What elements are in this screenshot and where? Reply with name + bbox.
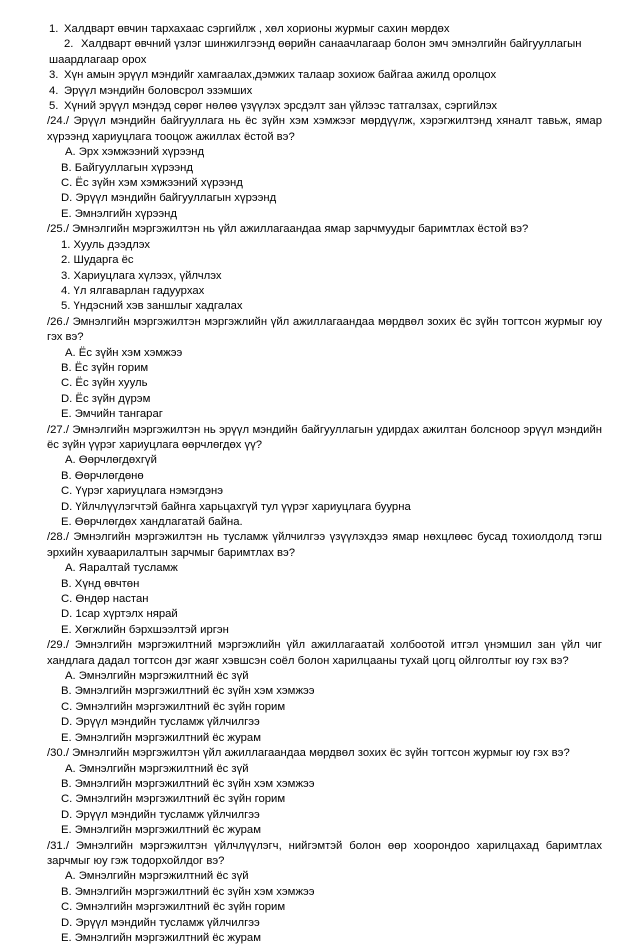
answer-option: 1. Хууль дээдлэх [61, 238, 150, 251]
item-number: 1. [49, 23, 59, 35]
answer-option: C. Эмнэлгийн мэргэжилтний ёс зүйн горим [61, 901, 286, 914]
answer-options [47, 238, 602, 315]
answer-option: B. Эмнэлгийн мэргэжилтний ёс зүйн хэм хэмжээ [61, 777, 315, 790]
intro-item [47, 68, 602, 83]
answer-option: C. Эмнэлгийн мэргэжилтний ёс зүйн горим [61, 700, 286, 713]
answer-option: 3. Хариуцлага хүлээх, үйлчлэх [61, 269, 222, 282]
answer-option: C. Ёс зүйн хууль [61, 377, 148, 390]
question-text: /24./ Эрүүл мэндийн байгууллага нь ёс зүйн хэм хэмжээг мөрдүүлж, хэрэгжилтэнд хяналт тавьж, ямар хүрээнд хариуцлага тооцож ажиллах ёстой вэ? [47, 115, 602, 143]
intro-item [47, 22, 602, 37]
question-text: /30./ Эмнэлгийн мэргэжилтэн үйл ажиллагаандаа мөрдвөл зохих ёс зүйн тогтсон журмыг юу гэх вэ? [47, 747, 570, 760]
answer-option: А. Эмнэлгийн мэргэжилтний ёс зүй [65, 670, 249, 683]
item-text: Эрүүл мэндийн боловсрол эзэмших [64, 84, 253, 97]
question-text: /29./ Эмнэлгийн мэргэжилтний мэргэжлийн үйл ажиллагаатай холбоотой итгэл үнэмшил зан үйл чиг хандлага дадал тогтсон дэг жаяг хэвшсэн соёл болон харилцааны тухай цогц ойлголтыг юу гэх вэ? [47, 639, 602, 667]
answer-options [47, 145, 602, 222]
answer-option: А. Эрх хэмжээний хүрээнд [65, 146, 205, 159]
answer-option: B. Эмнэлгийн мэргэжилтний ёс зүйн хэм хэмжээ [61, 885, 315, 898]
answer-option: E. Эмнэлгийн мэргэжилтний ёс журам [61, 824, 261, 837]
question-25 [47, 222, 602, 314]
answer-option: А. Эмнэлгийн мэргэжилтний ёс зүй [65, 870, 249, 883]
item-number: 5. [49, 100, 59, 113]
answer-option: D. Эрүүл мэндийн тусламж үйлчилгээ [61, 808, 260, 821]
answer-option: D. Ёс зүйн дүрэм [61, 392, 151, 405]
answer-options [47, 346, 602, 423]
question-text: /28./ Эмнэлгийн мэргэжилтэн нь тусламж үйлчилгээ үзүүлэхдээ ямар нөхцлөөс бусад тохиолдолд тэгш эрхийн хуваарилалтын зарчмыг баримтлах вэ? [47, 531, 602, 559]
item-text: Хүн амын эрүүл мэндийг хамгаалах,дэмжих талаар зохиож байгаа ажилд оролцох [64, 69, 497, 82]
item-number: 2. [64, 38, 74, 51]
question-27 [47, 423, 602, 531]
question-28 [47, 530, 602, 638]
question-text: /27./ Эмнэлгийн мэргэжилтэн нь эрүүл мэндийн байгууллагын удирдах ажилтан болсноор эрүүл мэндийн ёс зүйн үүрэг хариуцлага өөрчлөгдөх үү? [47, 423, 602, 451]
answer-option: А. Ёс зүйн хэм хэмжээ [65, 346, 183, 359]
answer-option: C. Эмнэлгийн мэргэжилтний ёс зүйн горим [61, 793, 286, 806]
answer-options [47, 869, 602, 946]
question-26 [47, 315, 602, 423]
answer-options [47, 561, 602, 638]
answer-option: D. 1сар хүртэлх нярай [61, 608, 178, 621]
answer-options [47, 762, 602, 839]
question-text: /25./ Эмнэлгийн мэргэжилтэн нь үйл ажиллагаандаа ямар зарчмуудыг баримтлах ёстой вэ? [47, 223, 529, 236]
question-24 [47, 114, 602, 222]
intro-item [47, 84, 602, 99]
question-30 [47, 746, 602, 838]
answer-option: C. Ёс зүйн хэм хэмжээний хүрээнд [61, 177, 243, 190]
answer-option: B. Байгууллагын хүрээнд [61, 161, 194, 174]
answer-option: B. Хүнд өвчтөн [61, 577, 140, 590]
item-number: 3. [49, 69, 59, 82]
answer-option: 4. Үл ялгаварлан гадуурхах [61, 284, 205, 297]
answer-option: D. Үйлчлүүлэгчтэй байнга харьцахгүй тул үүрэг хариуцлага буурна [61, 500, 411, 513]
answer-option: D. Эрүүл мэндийн тусламж үйлчилгээ [61, 716, 260, 729]
item-text: Хүний эрүүл мэндэд сөрөг нөлөө үзүүлэх эрсдэлт зан үйлээс татгалзах, сэргийлэх [64, 100, 498, 113]
item-number: 4. [49, 84, 59, 97]
answer-option: B. Өөрчлөгдөнө [61, 469, 144, 482]
answer-option: А. Эмнэлгийн мэргэжилтний ёс зүй [65, 762, 249, 775]
answer-option: 5. Үндэсний хэв заншлыг хадгалах [61, 300, 243, 313]
intro-list [47, 22, 602, 114]
item-text: Халдварт өвчин тархахаас сэргийлж , хөл хорионы журмыг сахин мөрдөх [64, 23, 450, 35]
answer-option: E. Эмчийн тангараг [61, 408, 163, 421]
intro-item [47, 37, 602, 68]
answer-option: E. Эмнэлгийн мэргэжилтний ёс журам [61, 731, 261, 744]
answer-option: А. Яаралтай тусламж [65, 562, 178, 575]
answer-option: E. Эмнэлгийн хүрээнд [61, 207, 177, 220]
item-text: Халдварт өвчний үзлэг шинжилгээнд өөрийн санаачлагаар болон эмч эмнэлгийн байгууллагын шаардлагаар орох [49, 38, 582, 66]
answer-option: А. Өөрчлөгдөхгүй [65, 454, 157, 467]
answer-option: 2. Шударга ёс [61, 254, 134, 267]
answer-option: D. Эрүүл мэндийн тусламж үйлчилгээ [61, 916, 260, 929]
intro-item [47, 99, 602, 114]
answer-options [47, 669, 602, 746]
question-text: /31./ Эмнэлгийн мэргэжилтэн үйлчлүүлэгч, нийгэмтэй болон өөр хоорондоо харилцахад баримтлах зарчмыг юу гэж тодорхойлдог вэ? [47, 839, 602, 867]
answer-options [47, 453, 602, 530]
answer-option: D. Эрүүл мэндийн байгууллагын хүрээнд [61, 192, 277, 205]
answer-option: E. Эмнэлгийн мэргэжилтний ёс журам [61, 931, 261, 944]
answer-option: C. Өндөр настан [61, 593, 149, 606]
answer-option: E. Өөрчлөгдөх хандлагатай байна. [61, 516, 243, 528]
answer-option: B. Эмнэлгийн мэргэжилтний ёс зүйн хэм хэмжээ [61, 685, 315, 698]
answer-option: B. Ёс зүйн горим [61, 361, 149, 374]
question-text: /26./ Эмнэлгийн мэргэжилтэн мэргэжлийн үйл ажиллагаандаа мөрдвөл зохих ёс зүйн тогтсон журмыг юу гэх вэ? [47, 315, 602, 344]
answer-option: E. Хөгжлийн бэрхшээлтэй иргэн [61, 623, 229, 636]
answer-option: C. Үүрэг хариуцлага нэмэгдэнэ [61, 485, 223, 498]
question-31 [47, 839, 602, 946]
question-29 [47, 638, 602, 746]
